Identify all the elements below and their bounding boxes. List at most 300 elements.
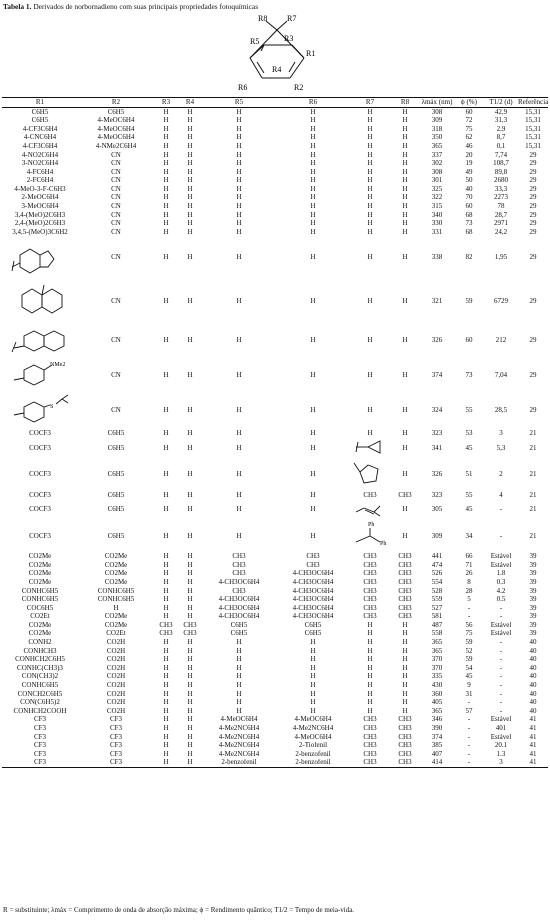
cell-r7: H [367,698,373,707]
cell-half-life: Estável [490,621,512,629]
cell-r8: H [402,672,408,681]
cell-r6: H [310,470,316,478]
cell-r8: H [402,219,408,228]
cell-lambda-max: 335 [431,672,443,681]
cell-r8: H [402,681,408,690]
cell-r1: C6H5 [31,107,49,116]
cell-r7: H [367,429,373,437]
table-row [2,613,548,622]
cell-r1: CO2Me [28,561,52,569]
table-row [2,203,548,212]
cell-half-life: 33,3 [494,185,508,193]
scheme-label-r5: R5 [250,37,260,46]
col-header-r8: R8 [390,98,420,108]
cell-phi: 60 [465,336,473,345]
cell-lambda-max: 374 [431,370,443,379]
cell-r2: CN [111,296,121,305]
cell-r2: CF3 [109,750,123,758]
cell-r7: H [367,655,373,664]
cell-r2: CN [111,159,121,168]
cell-r4: H [187,681,193,690]
cell-reference: 29 [529,336,537,345]
cell-r3: H [163,505,169,514]
cell-half-life: - [499,604,503,612]
cell-r7: H [367,107,373,116]
scheme-label-r4: R4 [272,65,282,74]
cell-lambda-max: 528 [431,586,443,595]
table-row [2,220,548,229]
cell-r1: 2-MeOC6H4 [21,193,59,202]
cell-r4: H [187,142,193,150]
cell-half-life: 6729 [494,296,508,305]
cell-r7: CH3 [363,586,377,595]
cell-phi: - [467,698,471,707]
cell-r4: H [187,552,193,561]
table-row [2,733,548,742]
cell-r8: H [402,107,408,116]
cell-r1: CF3 [33,750,47,758]
cell-r1: 2,4-(MeO)2C6H3 [14,219,66,228]
cell-r5: H [236,336,242,345]
cell-r3: H [163,133,169,142]
col-header-r7: R7 [350,98,390,108]
cell-r5: C6H5 [230,629,248,638]
cell-r1: COCF3 [29,470,51,478]
cell-r3: H [163,698,169,707]
cell-lambda-max: 308 [431,168,443,176]
cell-r7 [350,500,390,521]
cell-r3: H [163,193,169,202]
cell-r1: CF3 [33,724,47,733]
cell-r7: H [367,185,373,193]
cell-lambda-max: 430 [431,681,443,690]
table-footnote: R = substituinte; λmáx = Comprimento de onda de absorção máxima; ϕ = Rendimento quântico; T1/2 = Tempo de meia-vida. [3,906,355,914]
cell-r5: CH3 [232,552,246,561]
cell-r3: H [163,159,169,168]
cell-r1: CO2Me [28,629,52,638]
cell-r6: H [310,253,316,262]
cell-r1: 3,4-(MeO)2C6H3 [14,211,66,219]
table-row [2,742,548,751]
cell-r1 [2,393,78,430]
cell-r7: CH3 [363,569,377,578]
cell-r7: H [367,202,373,211]
cell-r6: 4-CH3OC6H4 [292,569,334,578]
table-row [2,621,548,630]
cell-r7: CH3 [363,715,377,724]
cell-r4: H [187,655,193,664]
col-header-half-life: T1/2 (d) [484,98,518,108]
cell-r7: H [367,159,373,168]
svg-text:S: S [50,403,54,410]
cell-r8: CH3 [398,741,412,750]
cell-lambda-max: 318 [431,125,443,133]
cell-r4: H [187,406,193,415]
cell-r1: CO2Me [28,552,52,561]
cell-r2: CN [111,168,121,176]
cell-r3: H [163,586,169,595]
cell-r6: H [310,406,316,415]
cell-r1 [2,358,78,393]
cell-r3: H [163,491,169,499]
cell-r5: H [236,531,242,540]
cell-half-life: - [499,681,503,690]
cell-r5: H [236,125,242,133]
cell-r8: CH3 [398,595,412,604]
table-row [2,587,548,596]
cell-phi: 60 [465,107,473,116]
cell-r1: CONHCH2C6H5 [15,655,65,664]
table-row [2,125,548,134]
cell-phi: 62 [465,133,473,142]
table-row [2,324,548,359]
cell-phi: 31 [465,690,473,698]
cell-r4: H [187,150,193,159]
cell-r6: H [310,707,316,715]
cell-r3: H [163,715,169,724]
cell-r5: 4-CH3OC6H4 [218,612,260,621]
scheme-label-r1: R1 [306,49,316,58]
cell-r1: CONHC6H5 [21,681,59,690]
cell-r8: CH3 [398,733,412,741]
cell-r8: H [402,142,408,150]
cell-r8: H [402,336,408,345]
table-row [2,194,548,203]
cell-phi: 52 [465,647,473,655]
cell-r8: H [402,505,408,514]
cell-reference: 29 [529,211,537,219]
cell-r4: H [187,168,193,176]
scheme-label-r3: R3 [284,34,294,43]
cell-r6: H [310,336,316,345]
cell-r7: H [367,629,373,638]
cell-r4: H [187,672,193,681]
cell-phi: - [467,604,471,612]
cell-r6: H [310,443,316,452]
cell-reference: 40 [529,707,537,715]
cell-phi: 56 [465,621,473,629]
cell-r4: H [187,724,193,733]
cell-half-life: Estável [490,733,512,741]
cell-lambda-max: 365 [431,142,443,150]
cell-r6: H [310,142,316,150]
cell-reference: 39 [529,612,537,621]
cell-r3: H [163,176,169,185]
cell-half-life: 2,9 [496,125,506,133]
cell-r2: CO2Me [104,552,128,561]
cell-phi: 55 [465,406,473,415]
table-row [2,500,548,521]
cell-lambda-max: 365 [431,647,443,655]
cell-r2: CN [111,150,121,159]
cell-r4: H [187,116,193,125]
cell-r2: CONHC6H5 [97,595,135,604]
cell-r1 [2,279,78,324]
cell-reference: 15,31 [525,133,541,142]
cell-r2: CONHC6H5 [97,586,135,595]
cell-r5: H [236,672,242,681]
table-row [2,151,548,160]
cell-r5: H [236,681,242,690]
cell-r3: H [163,150,169,159]
cell-lambda-max: 331 [431,228,443,236]
cell-r2: CO2H [106,690,126,698]
table-row [2,185,548,194]
table-row [2,520,548,553]
cell-lambda-max: 315 [431,202,443,211]
cell-r1: 4-NO2C6H4 [21,150,59,159]
table-row [2,438,548,459]
cell-phi: 9 [467,681,471,690]
table-row [2,639,548,648]
cell-half-life: 3 [499,429,503,437]
cell-reference: 40 [529,647,537,655]
svg-text:Ph: Ph [380,541,387,548]
cell-r5: H [236,690,242,698]
cell-r1 [2,324,78,359]
cell-phi: 45 [465,443,473,452]
cell-r4: H [187,443,193,452]
cell-phi: 5 [467,595,471,604]
cell-reference: 29 [529,176,537,185]
cell-reference: 40 [529,690,537,698]
cell-r6: H [310,202,316,211]
cell-half-life: - [499,698,503,707]
table-row [2,459,548,492]
cell-r1: 4-MeO-3-F-C6H3 [14,185,66,193]
cell-r5: CH3 [232,569,246,578]
cell-r4: H [187,569,193,578]
cell-lambda-max: 441 [431,552,443,561]
cell-reference: 40 [529,681,537,690]
cell-r3: H [163,531,169,540]
cell-r6: H [310,185,316,193]
cell-lambda-max: 326 [431,336,443,345]
cell-r2: CO2Me [104,561,128,569]
cyclopentyl-structure [350,459,390,489]
cell-r8: H [402,698,408,707]
cell-reference: 29 [529,219,537,228]
cell-r5: H [236,707,242,715]
cell-r8: H [402,159,408,168]
cell-r4: H [187,125,193,133]
cell-r3: H [163,296,169,305]
cell-r7: CH3 [363,604,377,612]
cell-reference: 29 [529,159,537,168]
cell-r4: H [187,176,193,185]
cell-r6: H [310,698,316,707]
cell-half-life: 4.2 [496,586,506,595]
table-row [2,561,548,570]
cell-reference: 29 [529,168,537,176]
table-row [2,160,548,169]
cell-phi: 59 [465,296,473,305]
cell-r5: H [236,647,242,655]
cell-r1: 3-MeOC6H4 [21,202,59,211]
cell-reference: 29 [529,193,537,202]
cell-half-life: 8,7 [496,133,506,142]
cell-r3: H [163,443,169,452]
cell-phi: 75 [465,629,473,638]
cell-r1: CON(C6H5)2 [20,698,60,707]
cell-r3: H [163,741,169,750]
cell-r3: H [163,219,169,228]
table-row [2,168,548,177]
cell-reference: 39 [529,561,537,569]
cell-r7: CH3 [363,491,377,499]
cell-r7: CH3 [350,759,390,768]
cell-r8: H [402,125,408,133]
cell-r7: CH3 [363,595,377,604]
cell-r6: 4-CH3OC6H4 [292,586,334,595]
table-row [2,724,548,733]
cell-r6: 2-Tiofenil [298,741,328,750]
cell-phi: 46 [465,142,473,150]
cell-r1: CF3 [33,715,47,724]
cell-r2: 4-NMe2C6H4 [95,142,137,150]
cell-r2: CO2H [106,647,126,655]
cell-phi: 59 [465,638,473,647]
cell-lambda-max: 365 [431,707,443,715]
cell-r6: H [310,638,316,647]
cell-r4: H [187,531,193,540]
cell-reference: 29 [529,228,537,236]
cell-r7: CH3 [363,578,377,586]
cell-r4: H [187,296,193,305]
cell-r2: CO2H [106,638,126,647]
cell-reference: 39 [529,621,537,629]
table-row [2,553,548,562]
cell-r8: H [402,629,408,638]
cell-r5: H [236,253,242,262]
cell-r7: H [367,168,373,176]
cell-reference: 40 [529,638,537,647]
cell-reference: 41 [529,715,537,724]
cell-r6: H [310,107,316,116]
cell-r4: H [187,505,193,514]
cell-phi: 55 [465,491,473,499]
cell-r8: H [402,168,408,176]
cell-r5: H [236,698,242,707]
cell-lambda-max: 370 [431,664,443,672]
cell-r6: H [310,228,316,236]
cell-lambda-max: 527 [431,604,443,612]
cell-r2: CO2H [106,672,126,681]
cell-r8: H [402,133,408,142]
cell-phi: 57 [465,707,473,715]
cell-r1: CONHCH3 [23,647,57,655]
cell-r8: H [402,406,408,415]
cell-r7: H [367,406,373,415]
cell-r4: H [187,107,193,116]
cell-r3: H [163,733,169,741]
cell-r7 [350,520,390,553]
cell-r5: H [236,211,242,219]
cell-r6: H [310,219,316,228]
cell-r5: 4-CH3OC6H4 [218,595,260,604]
cell-lambda-max: 305 [431,505,443,514]
cell-r3: H [163,552,169,561]
cell-r6: H [310,655,316,664]
cell-r3: H [163,724,169,733]
cell-r2: CF3 [78,759,154,768]
cell-reference: 21 [529,443,537,452]
cell-r6: H [310,690,316,698]
cell-r6: H [310,211,316,219]
table-row [2,707,548,716]
cell-r8: CH3 [398,612,412,621]
cell-half-life: 0.3 [496,578,506,586]
cell-r5: H [236,406,242,415]
cell-lambda-max: 474 [431,561,443,569]
table-row [2,750,548,759]
cell-r1: CO2Me [28,578,52,586]
cell-r5: H [236,370,242,379]
cell-r5: 4-CH3OC6H4 [218,578,260,586]
cell-half-life: - [499,664,503,672]
cell-r5: 4-MeOC6H4 [220,715,258,724]
cell-r1: CONHC6H5 [21,586,59,595]
cell-r2: CN [111,370,121,379]
cell-lambda-max: 365 [431,638,443,647]
cell-r2: CF3 [109,741,123,750]
cell-lambda-max: 558 [431,629,443,638]
table-row [2,699,548,708]
cell-r8: CH3 [398,750,412,758]
cell-r7: H [367,681,373,690]
cell-r7: H [367,253,373,262]
cell-lambda-max: 309 [431,116,443,125]
cell-r7: H [367,370,373,379]
cell-r7: H [367,621,373,629]
cell-r3: CH3 [159,621,173,629]
table-row [2,716,548,725]
cell-half-life: 24,2 [494,228,508,236]
cell-r6: H [310,116,316,125]
cell-r1: CONHCH2COOH [13,707,67,715]
cell-r5: H [236,655,242,664]
cell-r1: 4-CF3C6H4 [22,125,58,133]
cell-r8: CH3 [398,586,412,595]
cell-r4: H [187,698,193,707]
cell-r3: H [163,672,169,681]
cell-r4: H [187,202,193,211]
cell-lambda-max: 338 [431,253,443,262]
cell-half-life: 1.8 [496,569,506,578]
cell-r7: CH3 [363,750,377,758]
cell-half-life: - [499,672,503,681]
cell-r8: H [402,193,408,202]
cell-phi: 66 [465,552,473,561]
table-row [2,134,548,143]
cell-r6: H [310,681,316,690]
cell-r2: CO2Et [106,629,126,638]
cell-r2: C6H5 [107,531,125,540]
cell-r8: H [402,150,408,159]
cell-r6: CH3 [306,552,320,561]
cell-r7: H [367,336,373,345]
cell-r2: 4-MeOC6H4 [97,125,135,133]
cell-r8: CH3 [398,561,412,569]
table-row [2,108,548,117]
cell-reference: 41 [529,724,537,733]
cell-r5: H [236,228,242,236]
cell-r4: H [187,647,193,655]
cell-r5: H [236,168,242,176]
cell-reference: 21 [529,429,537,437]
cell-r6: 4-MeOC6H4 [294,715,332,724]
cell-r2: CN [111,176,121,185]
